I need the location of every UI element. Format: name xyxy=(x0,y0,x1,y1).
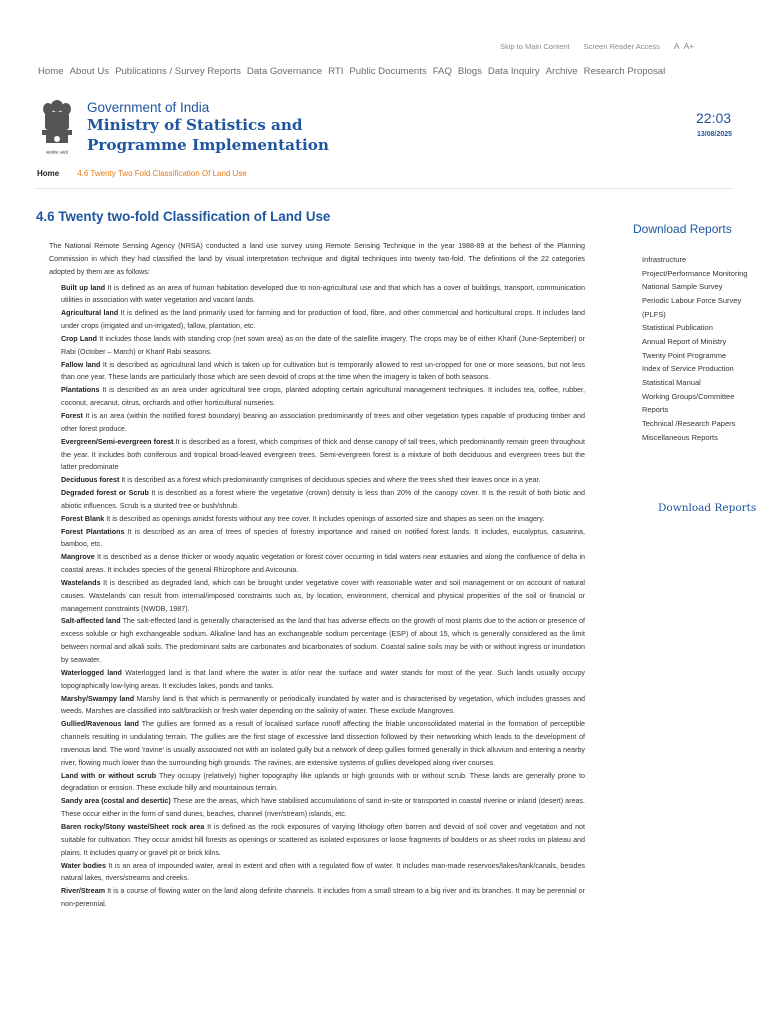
sidebar-link[interactable]: Twenty Point Programme xyxy=(642,350,727,360)
definition-text: These are the areas, which have stabilised accumulations of sand in-site or transported in coastal riverine or inland (desert) areas. These occur either in the form of sand dunes, beaches, channel (river/stream) islands, etc. xyxy=(61,797,585,819)
definition-term: Forest Blank xyxy=(61,514,105,523)
ministry-name-line2: Programme Implementation xyxy=(87,136,329,154)
nav-rti[interactable]: RTI xyxy=(328,66,344,77)
nav-research-proposal[interactable]: Research Proposal xyxy=(583,66,666,77)
main-nav xyxy=(38,66,665,77)
definition-text: It is defined as the land primarily used for farming and for production of food, fibre, and other commercial and horticultural crops. It includes land under crops (irrigated and un-irrigated), fallow, plantation, etc. xyxy=(61,309,585,331)
definition-text: It is described as an area under agricultural tree crops, planted adopting certain agricultural management techniques. It includes tea, coffee, rubber, coconut, arecanut, citrus, orchards and other horticultural nurseries. xyxy=(61,386,585,408)
definition-item xyxy=(61,436,585,475)
definition-text: They occupy (relatively) higher topography like uplands or high grounds with or without scrub. These lands are generally prone to degradation or erosion. These exclude hilly and mountainous terrain. xyxy=(61,771,585,793)
font-increase-button[interactable]: A+ xyxy=(683,41,695,51)
nav-blogs[interactable]: Blogs xyxy=(457,66,482,77)
definition-item xyxy=(61,333,585,359)
definition-item xyxy=(61,795,585,821)
definition-text: It is an area (within the notified forest boundary) bearing an association predominantly of trees and other vegetation types capable of producing timber and other forest produce. xyxy=(61,411,585,433)
ministry-name-line1: Ministry of Statistics and xyxy=(87,116,303,134)
current-date: 13/08/2025 xyxy=(697,131,733,138)
current-time: 22:03 xyxy=(696,110,732,126)
definition-text: It is described as a dense thicker or woody aquatic vegetation or forest cover occurring in tidal waters near estuaries and along the confluence of delta in coastal areas. It includes species of the general Rhizophore and Avicounia. xyxy=(61,553,586,575)
font-normal-button[interactable]: A xyxy=(673,41,680,51)
sidebar-link[interactable]: Index of Service Production xyxy=(642,364,734,374)
definition-term: Agricultural land xyxy=(61,309,119,318)
sidebar-link[interactable]: Infrastructure xyxy=(642,255,687,264)
nav-data-governance[interactable]: Data Governance xyxy=(246,66,323,77)
definition-term: Crop Land xyxy=(61,334,97,343)
government-of-india-label: Government of India xyxy=(87,100,210,115)
screen-reader-link[interactable]: Screen Reader Access xyxy=(583,41,660,51)
definition-term: Evergreen/Semi-evergreen forest xyxy=(61,437,174,446)
skip-to-content-link[interactable]: Skip to Main Content xyxy=(500,41,570,51)
nav-archive[interactable]: Archive xyxy=(545,66,578,77)
sidebar-link[interactable]: Project/Performance Monitoring xyxy=(642,268,748,278)
sidebar-link[interactable]: Statistical Manual xyxy=(642,377,701,387)
definition-item xyxy=(61,718,585,769)
definition-text: The salt-effected land is generally characterised as the land that has adverse effects on the growth of most plants due to the action or presence of excess soluble or high exchangeable sodium. Alkaline land has an exchangeable sodium percentage (ESP) of about 15, which is generally considered as the limit between normal and alkali soils. The predominant salts are carbonates and bicarbonates of sodium. Coastal saline soils may be with or without ingress or inundation by seawater. xyxy=(61,617,585,664)
definition-term: Forest xyxy=(61,411,83,420)
definition-text: It is described as a forest which predominantly comprises of deciduous species and where the trees shed their leaves once in a year. xyxy=(121,476,541,485)
definition-term: Water bodies xyxy=(61,861,106,870)
definition-term: Fallow land xyxy=(61,360,101,369)
font-size-controls xyxy=(674,41,694,51)
definition-term: Sandy area (costal and desertic) xyxy=(61,797,171,806)
article-content xyxy=(49,240,585,911)
sidebar-link[interactable]: Annual Report of Ministry xyxy=(642,336,727,346)
definition-item xyxy=(61,885,585,911)
definition-term: Plantations xyxy=(61,386,100,395)
sidebar-link[interactable]: Reports xyxy=(642,405,669,415)
definition-term: Baren rocky/Stony waste/Sheet rock area xyxy=(61,822,205,831)
emblem-caption: सत्यमेव जयते xyxy=(45,151,69,156)
nav-home[interactable]: Home xyxy=(38,66,64,77)
sidebar-link[interactable]: Working Groups/Committee xyxy=(642,391,735,401)
definition-item xyxy=(61,487,585,513)
definition-item xyxy=(61,282,585,308)
definition-item xyxy=(61,551,585,577)
breadcrumb xyxy=(37,169,247,178)
sidebar-link[interactable]: (PLFS) xyxy=(642,309,666,319)
utility-bar xyxy=(500,41,694,51)
nav-public-documents[interactable]: Public Documents xyxy=(349,66,427,77)
sidebar-link[interactable]: Miscellaneous Reports xyxy=(642,432,718,442)
definition-item xyxy=(61,359,585,385)
definition-text: It is a course of flowing water on the land along definite channels. It includes from a small stream to a big river and its branches. It may be perennial or non-perennial. xyxy=(61,887,585,909)
definition-text: Waterlogged land is that land where the water is at/or near the surface and water stands for most of the year. Such lands usually occupy topographically low-lying areas. It excludes lakes, ponds and tanks. xyxy=(61,668,585,690)
definition-item xyxy=(61,307,585,333)
definition-item xyxy=(61,615,585,666)
definition-term: Salt-affected land xyxy=(61,617,121,626)
sidebar-title: Download Reports xyxy=(633,222,732,236)
nav-data-inquiry[interactable]: Data Inquiry xyxy=(487,66,540,77)
definition-item xyxy=(61,526,585,552)
nav-faq[interactable]: FAQ xyxy=(432,66,452,77)
definition-text: It includes those lands with standing crop (net sown area) as on the date of the satellite imagery. The crops may be of either Kharif (June-September) or Rabi (October – March) or Kharif Rabi seasons. xyxy=(61,334,586,356)
definition-term: Deciduous forest xyxy=(61,476,120,485)
page-title: 4.6 Twenty two-fold Classification of Land Use xyxy=(36,209,331,224)
ministry-brand[interactable] xyxy=(36,95,329,159)
definition-text: It is described as an area of trees of species of forestry importance and raised on notified forest lands. It includes, eucalyptus, casuarina, bamboo, etc. xyxy=(61,527,586,549)
sidebar-link[interactable]: Statistical Publication xyxy=(642,323,713,333)
sidebar-title-secondary: Download Reports xyxy=(658,502,757,514)
definition-term: Degraded forest or Scrub xyxy=(61,489,149,498)
definition-item xyxy=(61,667,585,693)
definition-text: It is described as openings amidst forests without any tree cover. It includes openings of assorted size and shapes as seen on the imagery. xyxy=(106,514,545,523)
definition-term: Wastelands xyxy=(61,578,101,587)
definition-text: It is an area of impounded water, areal in extent and often with a regulated flow of water. It includes man-made reservoirs/lakes/tank/canals, besides natural lakes, rivers/streams and creeks. xyxy=(61,861,585,883)
definition-text: It is described as degraded land, which can be brought under vegetative cover with reasonable water and soil management or on account of natural causes. Wastelands can result from internal/imposed constraints such as, by location, environment, chemical and physical properities of the soil or financial or management constraints (NWDB, 1987). xyxy=(61,578,586,613)
intro-paragraph: The National Remote Sensing Agency (NRSA) conducted a land use survey using Remote Sensing Technique in the year 1988-89 at the behest of the Planning Commission in which they had classified the land by visual interpretation technique and digital techniques into twenty two-fold. The definitions of the 22 categories adopted by them are as follows: xyxy=(49,242,585,276)
definition-text: It is described as agricultural land which is taken up for cultivation but is temporarily allowed to rest un-cropped for one or more seasons, but not less than one year. These lands are particularly those which are seen devoid of crops at the time when the imagery is taken of both seasons. xyxy=(61,360,585,382)
definition-item xyxy=(61,860,585,886)
breadcrumb-home[interactable]: Home xyxy=(37,169,60,178)
nav-publications[interactable]: Publications / Survey Reports xyxy=(115,66,241,77)
definition-text: It is described as a forest where the vegetative (crown) density is less than 20% of the canopy cover. It is the result of both biotic and abiotic influences. Scrub is a stunted tree or bush/shrub. xyxy=(61,489,585,510)
definition-text: It is described as a forest, which comprises of thick and dense canopy of tall trees, which predominantly remain green throughout the year. It includes both coniferous and tropical broad-leaved evergreen trees. Semi-evergreen forest is a mixture of both deciduous and evergreen trees but the latter predominate xyxy=(61,437,586,472)
definition-term: River/Stream xyxy=(61,887,106,896)
sidebar-links xyxy=(642,253,768,444)
breadcrumb-current: 4.6 Twenty Two Fold Classification Of Land Use xyxy=(77,169,247,178)
definition-item xyxy=(61,410,585,436)
nav-about-us[interactable]: About Us xyxy=(69,66,110,77)
definition-text: The gullies are formed as a result of localised surface runoff affecting the friable unconsolidated material in the formation of perceptible channels resulting in undulating terrain. The gullies are the first stage of excessive land dissection followed by their networking which leads to the development of ravenous land. The word 'ravine' is usually associated not with an isolated gully but a network of deep gullies formed generally in thick alluvium and entering a nearby river, flowing much lower than the surrounding high grounds. The ravines, are extensive systems of gullies developed along river courses. xyxy=(61,720,585,767)
definition-text: It is defined as an area of human habitation developed due to non-agricultural use and that which has a cover of buildings, transport, communication utilities in association with water vegetation and vacant lands. xyxy=(61,283,586,305)
definition-term: Waterlogged land xyxy=(61,668,122,677)
definition-text: Marshy land is that which is permanently or periodically inundated by water and is characterised by vegetation, which includes grasses and weeds. Marshes are classified into salt/brackish or fresh water depending on the salinity of water. These exclude Mangroves. xyxy=(61,694,586,716)
definition-text: It is defined as the rock exposures of varying lithology often barren and devoid of soil cover and vegetation and not suitable for cultivation. They occur amidst hill forests as openings or scattered as isolated exposures or loose fragments of boulders or as sheet rocks on plateau and plains. It includes quarry or gravel pit or brick kilns. xyxy=(61,822,586,857)
sidebar-link[interactable]: Periodic Labour Force Survey xyxy=(642,295,742,305)
definition-item xyxy=(61,821,585,860)
definition-item xyxy=(61,513,585,526)
definition-term: Land with or without scrub xyxy=(61,771,157,780)
definition-term: Marshy/Swampy land xyxy=(61,694,135,703)
national-emblem-icon xyxy=(36,95,78,159)
definition-term: Built up land xyxy=(61,283,106,292)
definition-term: Gullied/Ravenous land xyxy=(61,720,139,729)
definition-item xyxy=(61,384,585,410)
definition-term: Mangrove xyxy=(61,553,95,562)
definition-item xyxy=(61,577,585,616)
definition-term: Forest Plantations xyxy=(61,527,125,536)
definitions-list xyxy=(49,282,585,911)
definition-item xyxy=(61,474,585,487)
breadcrumb-divider xyxy=(36,188,732,189)
definition-item xyxy=(61,693,585,719)
definition-item xyxy=(61,770,585,796)
sidebar-link[interactable]: National Sample Survey xyxy=(642,282,723,292)
sidebar-link[interactable]: Technical /Research Papers xyxy=(642,418,736,428)
